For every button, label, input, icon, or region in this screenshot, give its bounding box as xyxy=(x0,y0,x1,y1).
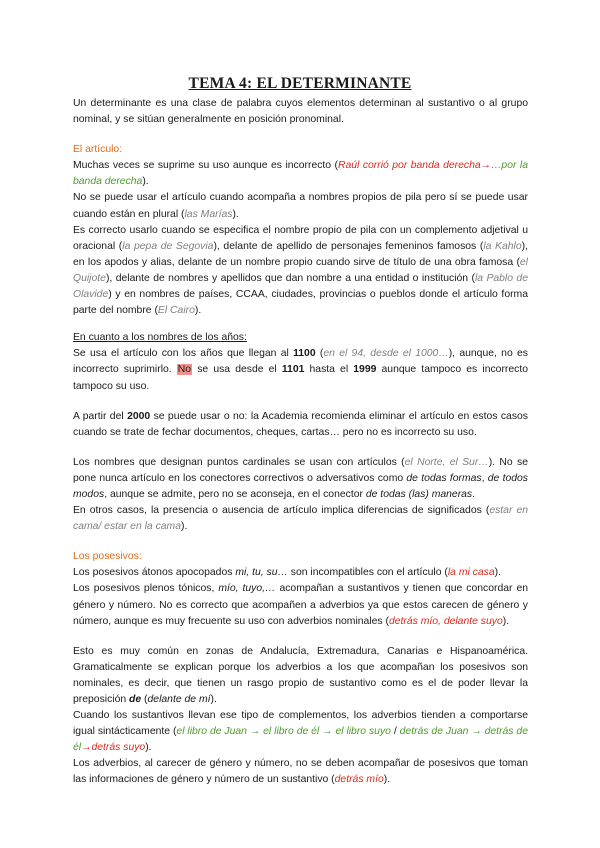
highlighted-word: No xyxy=(177,364,192,376)
posesivos-paragraph-1: Los posesivos átonos apocopados mi, tu, su… son incompatibles con el artículo (la mi casa). xyxy=(73,567,501,579)
example-text: detrás mío, delante suyo xyxy=(388,615,503,627)
example-text: …por la banda derecha xyxy=(73,160,528,188)
section-heading-posesivos: Los posesivos: xyxy=(73,551,142,563)
example-text: las Marías xyxy=(184,208,233,220)
cardinales-paragraph-1: Los nombres que designan puntos cardinales se usan con artículos (el Norte, el Sur…). No se pone nunca artículo en los conectores correctivos o adversativos como de todas formas, de todos modos, aunque se admite, pero no se aconseja, en el conector de todas (las) maneras. xyxy=(73,456,528,500)
example-text: Raúl corrió por banda derecha xyxy=(338,160,481,172)
anios-paragraph-2: A partir del 2000 se puede usar o no: la Academia recomienda eliminar el artículo en estos casos cuando se trate de fechar documentos, cheques, cartas… pero no es incorrecto su uso. xyxy=(73,410,528,438)
example-text: la Pablo de Olavide xyxy=(73,272,528,301)
cardinales-paragraph-2: En otros casos, la presencia o ausencia de artículo implica diferencias de significados (estar en cama/ estar en la cama). xyxy=(73,505,529,533)
example-text: estar en cama/ estar en la cama xyxy=(73,505,529,533)
intro-paragraph: Un determinante es una clase de palabra cuyos elementos determinan al sustantivo o al grupo nominal, y se sitúan generalmente en posición pronominal. xyxy=(73,98,528,126)
section-heading-anios: En cuanto a los nombres de los años: xyxy=(73,332,247,344)
example-text: en el 94, desde el 1000… xyxy=(323,348,449,360)
anios-paragraph-1: Se usa el artículo con los años que llegan al 1100 (en el 94, desde el 1000…), aunque, no es incorrecto suprimirlo. No se usa desde el 1101 hasta el 1999 aunque tampoco es incorrecto tampoco su uso. xyxy=(73,348,529,392)
articulo-paragraph-3: Es correcto usarlo cuando se especifica el nombre propio de pila con un complemento adjetival u oracional (la pepa de Segovia), delante de apellido de personajes femeninos famosos (la Kahlo), en los apodos y alias, delante de un nombre propio cuando sirve de título de una obra famosa (el Quijote), delante de nombres y apellidos que dan nombre a una entidad o institución (la Pablo de Olavide) y en nombres de países, CCAA, ciudades, provincias o pueblos donde el artículo forma parte del nombre (El Cairo). xyxy=(73,224,528,317)
page-title: TEMA 4: EL DETERMINANTE xyxy=(188,75,412,92)
posesivos-paragraph-5: Los adverbios, al carecer de género y número, no se deben acompañar de posesivos que toman las informaciones de género y número de un sustantivo (detrás mío). xyxy=(73,758,528,786)
posesivos-paragraph-4: Cuando los sustantivos llevan ese tipo de complementos, los adverbios tienden a comportarse igual sintácticamente (el libro de Juan → el libro de él → el libro suyo / detrás de Juan → detrás de él→detrás suyo). xyxy=(73,710,528,754)
posesivos-paragraph-2: Los posesivos plenos tónicos, mío, tuyo,… acompañan a sustantivos y tienen que concordar en género y número. No es correcto que acompañen a adverbios ya que estos carecen de género y número, aunque es muy frecuente su uso con adverbios nominales (detrás mío, delante suyo). xyxy=(73,583,529,627)
section-heading-articulo: El artículo: xyxy=(73,144,123,156)
example-text: la Kahlo xyxy=(483,240,522,252)
example-text: el Quijote xyxy=(73,256,528,284)
document-body xyxy=(73,96,528,789)
articulo-paragraph-1: Muchas veces se suprime su uso aunque es incorrecto (Raúl corrió por banda derecha→…por la banda derecha). xyxy=(73,160,528,188)
example-text: la mi casa xyxy=(447,567,495,579)
example-text: el Norte, el Sur… xyxy=(404,456,489,468)
example-text: el libro de Juan → el libro de él → el libro suyo xyxy=(176,726,391,738)
example-text: detrás suyo xyxy=(91,742,146,754)
articulo-paragraph-2: No se puede usar el artículo cuando acompaña a nombres propios de pila pero sí se puede usar cuando están en plural (las Marías). xyxy=(73,192,528,220)
example-text: El Cairo xyxy=(157,305,195,317)
example-text: la pepa de Segovia xyxy=(122,240,214,252)
posesivos-paragraph-3: Esto es muy común en zonas de Andalucía, Extremadura, Canarias e Hispanoamérica. Gramaticalmente se explican porque los adverbios a los que acompañan los posesivos son nominales, es decir, que tienen un rasgo propio de sustantivo como es el de poder llevar la preposición de (delante de mí). xyxy=(73,645,528,705)
example-text: detrás mío xyxy=(334,774,384,786)
example-text: detrás de Juan → detrás de él xyxy=(73,726,528,754)
